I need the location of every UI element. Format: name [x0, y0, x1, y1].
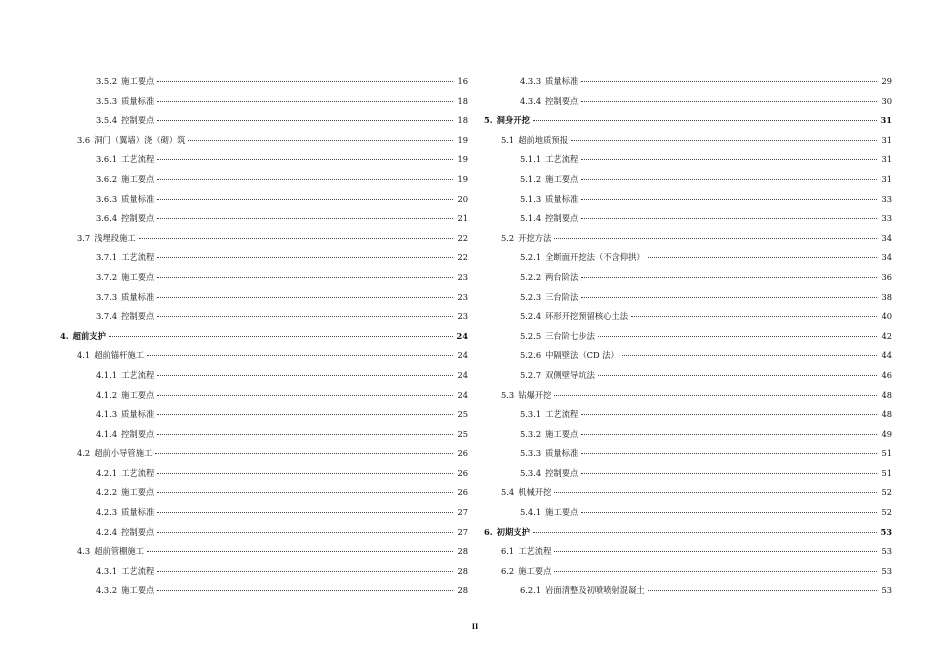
- dot-leader: [554, 395, 877, 396]
- dot-leader: [581, 101, 877, 102]
- toc-entry-number: 5.2.7: [520, 369, 542, 380]
- toc-entry-number: 4.1.3: [96, 409, 118, 420]
- toc-entry-page: 42: [881, 330, 892, 341]
- toc-entry-page: 52: [881, 487, 892, 498]
- toc-entry-page: 28: [457, 585, 468, 596]
- toc-entry[interactable]: [60, 170, 468, 190]
- toc-entry[interactable]: [60, 248, 468, 268]
- toc-entry-number: 5.1.4: [520, 213, 542, 224]
- toc-entry[interactable]: [60, 131, 468, 151]
- toc-entry-number: 3.5.2: [96, 76, 118, 86]
- dot-leader: [157, 297, 453, 298]
- toc-entry-number: 3.6.3: [96, 193, 118, 204]
- dot-leader: [581, 179, 877, 180]
- toc-entry-page: 53: [881, 565, 892, 576]
- toc-entry-number: 3.5.3: [96, 95, 118, 106]
- dot-leader: [147, 355, 453, 356]
- toc-entry[interactable]: [60, 444, 468, 464]
- toc-entry-title: 工艺流程: [121, 565, 155, 576]
- toc-entry-title: 中隔壁法（CD 法）: [545, 350, 619, 361]
- toc-entry-title: 岩面清整及初喷喷射混凝土: [545, 585, 645, 596]
- toc-entry-page: 24: [457, 369, 468, 380]
- toc-entry-title: 洞身开挖: [496, 115, 530, 126]
- dot-leader: [631, 316, 877, 317]
- toc-entry[interactable]: [484, 209, 892, 229]
- dot-leader: [157, 395, 453, 396]
- toc-entry-number: 5.2.2: [520, 271, 542, 282]
- toc-entry-title: 三台阶法: [545, 291, 579, 302]
- toc-entry-number: 5.3.3: [520, 448, 542, 459]
- toc-entry[interactable]: [60, 386, 468, 406]
- toc-entry[interactable]: [484, 150, 892, 170]
- toc-entry-number: 5.2.1: [520, 252, 542, 263]
- toc-entry[interactable]: [484, 229, 892, 249]
- toc-entry-title: 机械开挖: [518, 487, 552, 498]
- toc-entry-title: 双侧壁导坑法: [545, 369, 595, 380]
- toc-entry[interactable]: [484, 72, 892, 92]
- toc-entry[interactable]: [60, 190, 468, 210]
- toc-entry-title: 初期支护: [496, 526, 530, 537]
- toc-entry-title: 工艺流程: [121, 369, 155, 380]
- toc-entry[interactable]: [484, 131, 892, 151]
- dot-leader: [554, 492, 877, 493]
- toc-right-column: [484, 72, 892, 601]
- dot-leader: [581, 218, 877, 219]
- toc-entry-number: 3.6.2: [96, 173, 118, 184]
- toc-entry-number: 4.2.3: [96, 507, 118, 518]
- toc-entry-title: 工艺流程: [121, 252, 155, 263]
- toc-entry[interactable]: [484, 346, 892, 366]
- toc-entry-title: 控制要点: [121, 428, 155, 439]
- toc-entry[interactable]: [60, 209, 468, 229]
- toc-entry-title: 施工要点: [545, 428, 579, 439]
- toc-entry-page: 31: [880, 115, 892, 126]
- toc-entry-number: 4.3.1: [96, 565, 118, 576]
- toc-entry-title: 控制要点: [121, 311, 155, 322]
- toc-entry[interactable]: [484, 170, 892, 190]
- toc-entry[interactable]: [60, 111, 468, 131]
- toc-entry-page: 51: [881, 448, 892, 459]
- toc-entry-page: 52: [881, 507, 892, 518]
- toc-entry-page: 18: [457, 115, 468, 126]
- toc-entry-page: 25: [457, 428, 468, 439]
- toc-entry-title: 超前小导管施工: [94, 448, 153, 459]
- toc-entry-title: 施工要点: [121, 76, 155, 86]
- dot-leader: [554, 571, 877, 572]
- dot-leader: [157, 316, 453, 317]
- toc-entry[interactable]: [60, 581, 468, 601]
- dot-leader: [533, 120, 877, 121]
- dot-leader: [554, 238, 877, 239]
- toc-entry-title: 施工要点: [121, 585, 155, 596]
- toc-entry[interactable]: [484, 327, 892, 347]
- toc-entry-number: 5.3.4: [520, 467, 542, 478]
- dot-leader: [157, 434, 453, 435]
- toc-entry-title: 超前管棚施工: [94, 546, 144, 557]
- toc-entry-number: 6.: [484, 526, 493, 537]
- dot-leader: [598, 375, 877, 376]
- toc-entry-title: 控制要点: [121, 213, 155, 224]
- toc-entry-title: 施工要点: [545, 173, 579, 184]
- toc-entry[interactable]: [60, 483, 468, 503]
- toc-entry-page: 31: [881, 154, 892, 165]
- toc-entry-title: 质量标准: [545, 193, 579, 204]
- dot-leader: [648, 590, 877, 591]
- toc-entry[interactable]: [60, 542, 468, 562]
- toc-entry-title: 工艺流程: [545, 154, 579, 165]
- toc-entry[interactable]: [60, 523, 468, 543]
- toc-entry-page: 44: [881, 350, 892, 361]
- toc-entry-page: 19: [457, 154, 468, 165]
- toc-entry-title: 全断面开挖法（不含仰拱）: [545, 252, 645, 263]
- dot-leader: [157, 375, 453, 376]
- dot-leader: [581, 81, 877, 82]
- toc-entry-number: 5.2.3: [520, 291, 542, 302]
- toc-entry-title: 施工要点: [518, 565, 552, 576]
- toc-entry[interactable]: [484, 581, 892, 601]
- dot-leader: [157, 492, 453, 493]
- toc-entry-number: 5.1: [501, 134, 515, 145]
- toc-entry[interactable]: [484, 111, 892, 131]
- toc-entry-title: 施工要点: [121, 389, 155, 400]
- toc-entry[interactable]: [60, 288, 468, 308]
- toc-entry-title: 超前支护: [72, 330, 106, 341]
- toc-entry-page: 23: [457, 311, 468, 322]
- toc-entry-title: 三台阶七步法: [545, 330, 595, 341]
- toc-entry-number: 4.2.4: [96, 526, 118, 537]
- toc-entry-number: 5.3.1: [520, 409, 542, 420]
- toc-entry-title: 质量标准: [121, 291, 155, 302]
- toc-entry-page: 53: [880, 526, 892, 537]
- toc-entry-title: 施工要点: [121, 487, 155, 498]
- toc-entry-title: 控制要点: [121, 115, 155, 126]
- toc-entry-page: 22: [457, 252, 468, 263]
- dot-leader: [622, 355, 877, 356]
- toc-entry-number: 4.1.1: [96, 369, 118, 380]
- toc-entry-page: 49: [881, 428, 892, 439]
- dot-leader: [109, 336, 453, 337]
- toc-entry[interactable]: [484, 366, 892, 386]
- dot-leader: [157, 199, 453, 200]
- dot-leader: [554, 551, 877, 552]
- toc-entry[interactable]: [484, 523, 892, 543]
- dot-leader: [581, 277, 877, 278]
- toc-entry-page: 25: [457, 409, 468, 420]
- dot-leader: [648, 257, 877, 258]
- toc-entry-number: 5.1.3: [520, 193, 542, 204]
- toc-entry-title: 控制要点: [121, 526, 155, 537]
- toc-entry-page: 40: [881, 311, 892, 322]
- toc-entry-title: 两台阶法: [545, 271, 579, 282]
- toc-entry-title: 工艺流程: [121, 467, 155, 478]
- toc-entry-number: 4.3: [77, 546, 91, 557]
- toc-entry-number: 6.1: [501, 546, 515, 557]
- dot-leader: [157, 277, 453, 278]
- dot-leader: [581, 473, 877, 474]
- dot-leader: [157, 532, 453, 533]
- toc-entry-number: 4.2: [77, 448, 91, 459]
- dot-leader: [157, 179, 453, 180]
- dot-leader: [581, 453, 877, 454]
- toc-entry[interactable]: [484, 542, 892, 562]
- dot-leader: [147, 551, 453, 552]
- toc-entry-page: 53: [881, 585, 892, 596]
- toc-entry[interactable]: [484, 483, 892, 503]
- toc-entry[interactable]: [484, 92, 892, 112]
- toc-entry-page: 33: [881, 193, 892, 204]
- toc-entry-page: 27: [457, 507, 468, 518]
- toc-entry-number: 4.1.2: [96, 389, 118, 400]
- toc-entry-page: 26: [457, 487, 468, 498]
- toc-entry[interactable]: [484, 288, 892, 308]
- toc-entry-number: 5.2.6: [520, 350, 542, 361]
- toc-entry-page: 23: [457, 271, 468, 282]
- toc-entry-page: 24: [457, 389, 468, 400]
- toc-entry-page: 23: [457, 291, 468, 302]
- toc-entry-title: 施工要点: [545, 507, 579, 518]
- dot-leader: [139, 238, 453, 239]
- toc-entry-page: 34: [881, 252, 892, 263]
- toc-entry[interactable]: [484, 444, 892, 464]
- toc-entry-number: 5.4.1: [520, 507, 542, 518]
- toc-entry-page: 26: [457, 467, 468, 478]
- dot-leader: [157, 159, 453, 160]
- toc-entry[interactable]: [484, 503, 892, 523]
- toc-entry-number: 5.2: [501, 232, 515, 243]
- toc-entry-page: 33: [881, 213, 892, 224]
- toc-entry-page: 34: [881, 232, 892, 243]
- toc-entry[interactable]: [60, 268, 468, 288]
- toc-entry-title: 工艺流程: [518, 546, 552, 557]
- toc-entry-number: 5.2.4: [520, 311, 542, 322]
- toc-entry[interactable]: [60, 503, 468, 523]
- toc-entry-number: 4.: [60, 330, 69, 341]
- toc-entry-number: 6.2.1: [520, 585, 542, 596]
- toc-entry[interactable]: [60, 327, 468, 347]
- toc-entry-page: 19: [457, 173, 468, 184]
- toc-entry[interactable]: [60, 229, 468, 249]
- dot-leader: [188, 140, 453, 141]
- toc-entry-page: 53: [881, 546, 892, 557]
- toc-entry-number: 3.7.1: [96, 252, 118, 263]
- toc-entry[interactable]: [484, 307, 892, 327]
- page-number: II: [471, 621, 479, 631]
- dot-leader: [157, 81, 453, 82]
- dot-leader: [581, 434, 877, 435]
- dot-leader: [157, 414, 453, 415]
- dot-leader: [157, 473, 453, 474]
- toc-entry-page: 26: [457, 448, 468, 459]
- toc-entry-number: 5.1.2: [520, 173, 542, 184]
- toc-entry[interactable]: [60, 425, 468, 445]
- toc-entry-title: 钻爆开挖: [518, 389, 552, 400]
- toc-entry-title: 质量标准: [121, 193, 155, 204]
- dot-leader: [581, 414, 877, 415]
- toc-entry-title: 质量标准: [121, 507, 155, 518]
- dot-leader: [581, 199, 877, 200]
- toc-entry[interactable]: [60, 307, 468, 327]
- toc-entry[interactable]: [484, 190, 892, 210]
- toc-entry-page: 28: [457, 546, 468, 557]
- toc-entry-title: 工艺流程: [545, 409, 579, 420]
- toc-entry[interactable]: [484, 425, 892, 445]
- toc-entry-number: 5.2.5: [520, 330, 542, 341]
- toc-entry-page: 21: [457, 213, 468, 224]
- toc-entry-page: 29: [881, 76, 892, 86]
- toc-entry-page: 38: [881, 291, 892, 302]
- toc-entry-title: 浅埋段施工: [94, 232, 136, 243]
- dot-leader: [157, 257, 453, 258]
- toc-entry[interactable]: [60, 92, 468, 112]
- toc-entry[interactable]: [484, 464, 892, 484]
- toc-entry[interactable]: [60, 366, 468, 386]
- dot-leader: [571, 140, 877, 141]
- dot-leader: [157, 101, 453, 102]
- toc-entry-number: 5.4: [501, 487, 515, 498]
- toc-entry[interactable]: [60, 562, 468, 582]
- dot-leader: [581, 512, 877, 513]
- toc-entry-page: 24: [457, 350, 468, 361]
- toc-entry[interactable]: [60, 150, 468, 170]
- toc-entry-number: 3.7: [77, 232, 91, 243]
- dot-leader: [157, 571, 453, 572]
- toc-entry[interactable]: [60, 72, 468, 92]
- toc-entry-number: 4.2.1: [96, 467, 118, 478]
- toc-entry-number: 5.: [484, 115, 493, 126]
- toc-entry-number: 4.3.4: [520, 95, 542, 106]
- dot-leader: [157, 120, 453, 121]
- toc-entry-title: 质量标准: [121, 409, 155, 420]
- toc-entry-page: 22: [457, 232, 468, 243]
- toc-entry[interactable]: [484, 405, 892, 425]
- toc-entry-title: 施工要点: [121, 271, 155, 282]
- toc-entry[interactable]: [60, 464, 468, 484]
- toc-entry-number: 4.1.4: [96, 428, 118, 439]
- toc-entry[interactable]: [484, 386, 892, 406]
- toc-entry[interactable]: [484, 248, 892, 268]
- toc-entry-number: 4.3.2: [96, 585, 118, 596]
- toc-entry-title: 质量标准: [121, 95, 155, 106]
- toc-entry-title: 控制要点: [545, 95, 579, 106]
- toc-entry-title: 质量标准: [545, 448, 579, 459]
- dot-leader: [598, 336, 877, 337]
- toc-entry-number: 3.6.4: [96, 213, 118, 224]
- dot-leader: [155, 453, 453, 454]
- toc-entry[interactable]: [484, 562, 892, 582]
- toc-entry-page: 24: [456, 330, 468, 341]
- toc-entry-number: 5.3.2: [520, 428, 542, 439]
- toc-entry-page: 30: [881, 95, 892, 106]
- toc-entry-page: 31: [881, 173, 892, 184]
- toc-entry-number: 3.7.2: [96, 271, 118, 282]
- toc-entry-page: 19: [457, 134, 468, 145]
- toc-entry-page: 46: [881, 369, 892, 380]
- toc-entry-page: 16: [457, 76, 468, 86]
- toc-entry-number: 4.3.3: [520, 76, 542, 86]
- dot-leader: [157, 512, 453, 513]
- toc-entry-number: 3.7.4: [96, 311, 118, 322]
- toc-entry-page: 18: [457, 95, 468, 106]
- toc-entry[interactable]: [484, 268, 892, 288]
- dot-leader: [157, 590, 453, 591]
- dot-leader: [581, 297, 877, 298]
- toc-entry-title: 控制要点: [545, 467, 579, 478]
- toc-entry-number: 5.3: [501, 389, 515, 400]
- toc-entry-number: 4.2.2: [96, 487, 118, 498]
- toc-entry-page: 36: [881, 271, 892, 282]
- toc-entry-page: 27: [457, 526, 468, 537]
- toc-entry-title: 开挖方法: [518, 232, 552, 243]
- toc-entry-title: 质量标准: [545, 76, 579, 86]
- dot-leader: [581, 159, 877, 160]
- toc-entry-title: 控制要点: [545, 213, 579, 224]
- toc-entry-page: 31: [881, 134, 892, 145]
- toc-entry-number: 6.2: [501, 565, 515, 576]
- toc-left-column: [60, 72, 468, 601]
- dot-leader: [533, 532, 877, 533]
- toc-entry-page: 51: [881, 467, 892, 478]
- toc-entry-number: 5.1.1: [520, 154, 542, 165]
- toc-entry-number: 3.5.4: [96, 115, 118, 126]
- toc-entry-title: 洞门（翼墙）浇（砌）筑: [94, 134, 186, 145]
- toc-entry[interactable]: [60, 405, 468, 425]
- dot-leader: [157, 218, 453, 219]
- toc-entry[interactable]: [60, 346, 468, 366]
- toc-entry-page: 48: [881, 389, 892, 400]
- toc-entry-number: 3.6: [77, 134, 91, 145]
- toc-entry-number: 3.7.3: [96, 291, 118, 302]
- toc-entry-page: 28: [457, 565, 468, 576]
- toc-entry-title: 施工要点: [121, 173, 155, 184]
- toc-entry-title: 环形开挖预留核心土法: [545, 311, 629, 322]
- toc-entry-number: 4.1: [77, 350, 91, 361]
- toc-entry-page: 48: [881, 409, 892, 420]
- toc-entry-page: 20: [457, 193, 468, 204]
- toc-entry-title: 超前锚杆施工: [94, 350, 144, 361]
- toc-entry-number: 3.6.1: [96, 154, 118, 165]
- toc-entry-title: 超前地质预报: [518, 134, 568, 145]
- toc-entry-title: 工艺流程: [121, 154, 155, 165]
